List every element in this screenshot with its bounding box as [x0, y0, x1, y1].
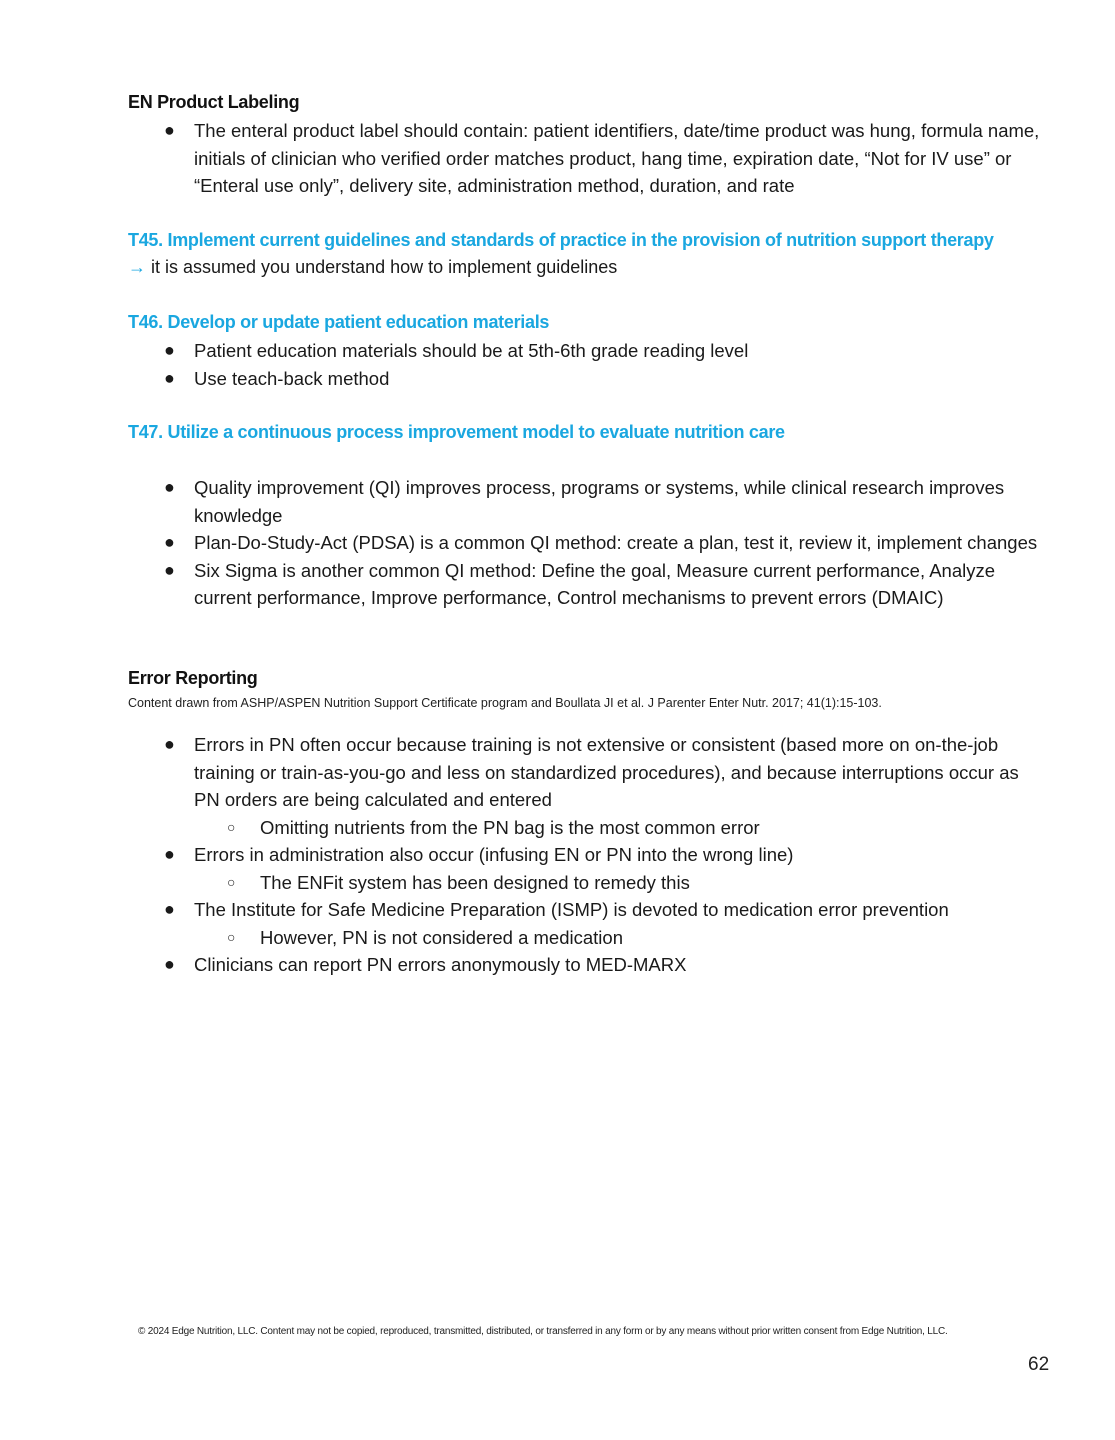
list-item: ● The enteral product label should contain: patient identifiers, date/time product was hung, formula name, initials of clinician who verified order matches product, hang time, expiration date, “Not for IV use” or “Enteral use only”, delivery site, administration method, duration, and rate	[128, 117, 1048, 200]
bullet-icon: ●	[164, 120, 175, 140]
list-item: ● Errors in administration also occur (infusing EN or PN into the wrong line)	[128, 841, 1048, 869]
t47-list	[128, 474, 1048, 612]
bullet-icon: ●	[164, 340, 175, 360]
source-citation: Content drawn from ASHP/ASPEN Nutrition Support Certificate program and Boullata JI et al. J Parenter Enter Nutr. 2017; 41(1):15-103.	[128, 696, 882, 710]
heading-t47: T47. Utilize a continuous process improvement model to evaluate nutrition care	[128, 422, 785, 442]
heading-error-reporting: Error Reporting	[128, 668, 258, 688]
bullet-icon: ●	[164, 899, 175, 919]
list-item: ● Quality improvement (QI) improves process, programs or systems, while clinical research improves knowledge	[128, 474, 1048, 529]
list-item: ● Patient education materials should be at 5th-6th grade reading level	[128, 337, 1048, 365]
bullet-icon: ●	[164, 844, 175, 864]
heading-t45: T45. Implement current guidelines and standards of practice in the provision of nutrition support therapy	[128, 230, 994, 250]
list-item: ● Plan-Do-Study-Act (PDSA) is a common QI method: create a plan, test it, review it, implement changes	[128, 529, 1048, 557]
sub-list-item: ○ However, PN is not considered a medication	[128, 924, 1048, 952]
t45-note: → it is assumed you understand how to implement guidelines	[128, 257, 618, 277]
sub-list-item: ○ The ENFit system has been designed to remedy this	[128, 869, 1048, 897]
hollow-bullet-icon: ○	[227, 818, 236, 835]
bullet-icon: ●	[164, 477, 175, 497]
arrow-right-icon: →	[128, 257, 146, 277]
hollow-bullet-icon: ○	[227, 928, 236, 945]
list-item: ● Errors in PN often occur because training is not extensive or consistent (based more on on-the-job training or train-as-you-go and less on standardized procedures), and because interruptions occur as PN orders are being calculated and entered	[128, 731, 1048, 814]
list-item: ● Use teach-back method	[128, 365, 1048, 393]
t46-list	[128, 337, 1048, 392]
bullet-icon: ●	[164, 532, 175, 552]
heading-en-product-labeling: EN Product Labeling	[128, 92, 300, 112]
list-item: ● The Institute for Safe Medicine Preparation (ISMP) is devoted to medication error prevention	[128, 896, 1048, 924]
bullet-icon: ●	[164, 559, 175, 580]
sub-list-item: ○ Omitting nutrients from the PN bag is the most common error	[128, 814, 1048, 842]
bullet-icon: ●	[164, 954, 175, 974]
error-reporting-list	[128, 731, 1048, 979]
copyright-footer: © 2024 Edge Nutrition, LLC. Content may not be copied, reproduced, transmitted, distributed, or transferred in any form or by any means without prior written consent from Edge Nutrition, LLC.	[138, 1326, 948, 1337]
bullet-icon: ●	[164, 734, 175, 754]
hollow-bullet-icon: ○	[227, 873, 236, 890]
en-labeling-list	[128, 117, 1048, 200]
heading-t46: T46. Develop or update patient education materials	[128, 312, 550, 332]
list-item: ● Clinicians can report PN errors anonymously to MED-MARX	[128, 951, 1048, 979]
page-number: 62	[1028, 1354, 1050, 1375]
list-item: ● Six Sigma is another common QI method: Define the goal, Measure current performance, Analyze current performance, Improve performance, Control mechanisms to prevent errors (DMAIC)	[128, 557, 1048, 612]
bullet-icon: ●	[164, 367, 175, 388]
